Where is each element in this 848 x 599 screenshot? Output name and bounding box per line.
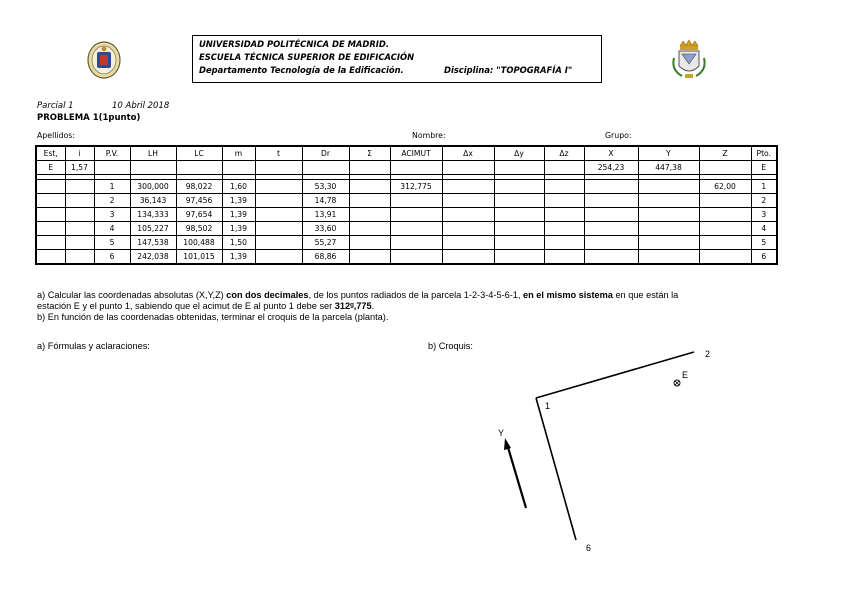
table-cell	[584, 236, 638, 250]
table-cell	[65, 222, 94, 236]
table-cell: 312,775	[390, 180, 442, 194]
table-cell	[699, 250, 751, 265]
table-cell	[494, 194, 544, 208]
apellidos-label: Apellidos:	[37, 131, 75, 140]
croquis-heading: b) Croquis:	[428, 341, 473, 351]
table-cell: 147,538	[130, 236, 176, 250]
statement-bold: con dos decimales	[226, 290, 309, 300]
statement-text: .	[371, 301, 375, 311]
table-cell: 97,654	[176, 208, 222, 222]
table-cell	[36, 250, 65, 265]
table-cell	[584, 194, 638, 208]
col-header: LH	[130, 146, 176, 161]
table-cell	[544, 222, 584, 236]
table-cell	[255, 180, 302, 194]
statement-bold: en el mismo sistema	[523, 290, 613, 300]
sketch-line-1-2	[536, 352, 694, 398]
col-header: Dr	[302, 146, 349, 161]
discipline-name: Disciplina: "TOPOGRAFÍA I"	[444, 65, 573, 75]
department-name: Departamento Tecnología de la Edificación.	[199, 65, 404, 75]
table-cell	[584, 222, 638, 236]
table-cell: 100,488	[176, 236, 222, 250]
table-cell: 134,333	[130, 208, 176, 222]
table-cell	[36, 194, 65, 208]
col-header: Δx	[442, 146, 494, 161]
table-cell: 1,39	[222, 250, 255, 265]
table-cell: 5	[94, 236, 130, 250]
table-cell: 1,60	[222, 180, 255, 194]
table-cell	[390, 250, 442, 265]
table-cell	[544, 236, 584, 250]
table-cell	[349, 208, 390, 222]
table-cell	[36, 222, 65, 236]
north-arrow	[507, 444, 526, 508]
table-cell: 1	[94, 180, 130, 194]
table-cell	[544, 194, 584, 208]
table-cell	[699, 161, 751, 175]
table-cell: E	[36, 161, 65, 175]
table-cell	[130, 161, 176, 175]
table-cell: 6	[94, 250, 130, 265]
point-2-label: 2	[705, 349, 711, 359]
statement-b-line: b) En función de las coordenadas obtenidas, terminar el croquis de la parcela (planta).	[37, 312, 389, 322]
table-cell: 68,86	[302, 250, 349, 265]
table-cell	[349, 194, 390, 208]
table-cell	[699, 194, 751, 208]
table-cell	[255, 208, 302, 222]
col-header: Pto.	[751, 146, 777, 161]
table-cell	[584, 250, 638, 265]
table-cell: 447,38	[638, 161, 699, 175]
table-cell	[544, 208, 584, 222]
table-cell	[390, 161, 442, 175]
table-cell	[255, 194, 302, 208]
table-cell: 4	[94, 222, 130, 236]
table-cell: 300,000	[130, 180, 176, 194]
table-cell: 1,57	[65, 161, 94, 175]
statement-text: estación E y el punto 1, sabiendo que el acimut de E al punto 1 debe ser	[37, 301, 335, 311]
survey-table	[35, 145, 778, 265]
table-cell	[638, 194, 699, 208]
table-cell	[442, 180, 494, 194]
table-cell: 5	[751, 236, 777, 250]
table-cell	[699, 222, 751, 236]
table-cell	[65, 236, 94, 250]
table-cell: 33,60	[302, 222, 349, 236]
col-header: Y	[638, 146, 699, 161]
table-cell	[65, 208, 94, 222]
grupo-label: Grupo:	[605, 131, 632, 140]
table-cell	[638, 208, 699, 222]
table-row	[36, 236, 777, 250]
col-header: Z	[699, 146, 751, 161]
table-cell	[390, 222, 442, 236]
table-cell	[638, 222, 699, 236]
table-cell	[494, 250, 544, 265]
table-cell: 2	[751, 194, 777, 208]
table-cell	[442, 250, 494, 265]
table-cell: 1,39	[222, 222, 255, 236]
table-cell	[255, 161, 302, 175]
table-cell	[494, 222, 544, 236]
table-cell	[222, 161, 255, 175]
col-header: Δz	[544, 146, 584, 161]
table-cell	[442, 236, 494, 250]
statement-text: a) Calcular las coordenadas absolutas (X,Y,Z)	[37, 290, 227, 300]
table-cell: 98,022	[176, 180, 222, 194]
table-cell	[255, 222, 302, 236]
table-header-row	[36, 146, 777, 161]
statement-text: , de los puntos radiados de la parcela 1-2-3-4-5-6-1,	[308, 290, 524, 300]
point-e-label: E	[682, 370, 689, 380]
table-cell: 13,91	[302, 208, 349, 222]
table-cell	[94, 161, 130, 175]
table-cell	[349, 180, 390, 194]
table-cell	[390, 236, 442, 250]
table-cell	[349, 250, 390, 265]
table-cell: 1,39	[222, 194, 255, 208]
table-body	[36, 161, 777, 265]
table-row	[36, 161, 777, 175]
table-cell	[699, 208, 751, 222]
table-cell	[584, 180, 638, 194]
table-cell	[544, 250, 584, 265]
table-cell: 1,50	[222, 236, 255, 250]
table-cell	[638, 236, 699, 250]
statement-a-line2	[37, 301, 827, 312]
table-row	[36, 208, 777, 222]
table-cell: 6	[751, 250, 777, 265]
col-header: t	[255, 146, 302, 161]
table-cell	[255, 236, 302, 250]
table-cell	[176, 161, 222, 175]
exam-date: 10 Abril 2018	[112, 101, 170, 111]
table-cell: 62,00	[699, 180, 751, 194]
col-header: m	[222, 146, 255, 161]
table-row	[36, 180, 777, 194]
table-cell	[65, 180, 94, 194]
table-cell: 101,015	[176, 250, 222, 265]
point-6-label: 6	[586, 543, 592, 553]
table-cell	[255, 250, 302, 265]
table-cell	[699, 236, 751, 250]
table-cell	[302, 161, 349, 175]
statement-text: en que están la	[612, 290, 679, 300]
col-header: i	[65, 146, 94, 161]
col-header: P.V.	[94, 146, 130, 161]
table-cell: 98,502	[176, 222, 222, 236]
upm-logo	[85, 40, 123, 80]
point-1-label: 1	[545, 401, 551, 411]
table-cell: 2	[94, 194, 130, 208]
col-header: Δy	[494, 146, 544, 161]
table-cell: 14,78	[302, 194, 349, 208]
table-cell: 3	[751, 208, 777, 222]
north-arrowhead-icon	[504, 438, 511, 450]
table-cell: 254,23	[584, 161, 638, 175]
col-header: ACIMUT	[390, 146, 442, 161]
table-cell	[65, 250, 94, 265]
table-cell	[494, 236, 544, 250]
table-cell	[584, 208, 638, 222]
nombre-label: Nombre:	[412, 131, 446, 140]
table-cell	[390, 208, 442, 222]
table-cell: E	[751, 161, 777, 175]
university-name: UNIVERSIDAD POLITÉCNICA DE MADRID.	[199, 39, 390, 49]
table-cell	[494, 161, 544, 175]
table-cell: 105,227	[130, 222, 176, 236]
table-cell	[36, 236, 65, 250]
school-crest-logo	[668, 38, 710, 84]
table-cell	[544, 180, 584, 194]
table-cell	[349, 236, 390, 250]
table-cell: 55,27	[302, 236, 349, 250]
statement-a-line1	[37, 290, 827, 301]
axis-y-label: Y	[498, 428, 505, 438]
table-cell: 4	[751, 222, 777, 236]
table-cell	[349, 161, 390, 175]
table-cell	[494, 180, 544, 194]
col-header: Σ	[349, 146, 390, 161]
col-header: X	[584, 146, 638, 161]
statement-bold: 312ᵍ,775	[334, 301, 372, 311]
table-cell	[36, 180, 65, 194]
statement	[37, 290, 827, 323]
table-row	[36, 194, 777, 208]
table-cell	[36, 208, 65, 222]
table-cell	[638, 180, 699, 194]
table-cell	[349, 222, 390, 236]
parcial-label: Parcial 1	[37, 101, 74, 111]
table-cell	[442, 208, 494, 222]
col-header: LC	[176, 146, 222, 161]
table-row	[36, 250, 777, 265]
table-cell: 1,39	[222, 208, 255, 222]
table-cell	[65, 194, 94, 208]
table-cell	[494, 208, 544, 222]
institution-header	[192, 35, 602, 83]
table-cell: 36,143	[130, 194, 176, 208]
table-cell: 53,30	[302, 180, 349, 194]
table-cell: 97,456	[176, 194, 222, 208]
table-cell: 242,038	[130, 250, 176, 265]
table-cell	[544, 161, 584, 175]
parcel-sketch	[480, 340, 740, 570]
table-cell: 3	[94, 208, 130, 222]
table-cell	[442, 222, 494, 236]
sketch-line-1-6	[536, 398, 576, 540]
department-row	[199, 64, 595, 77]
table-cell	[390, 194, 442, 208]
table-cell	[638, 250, 699, 265]
formulas-heading: a) Fórmulas y aclaraciones:	[37, 341, 150, 351]
table-cell	[442, 161, 494, 175]
problem-title: PROBLEMA 1(1punto)	[37, 113, 141, 123]
table-cell: 1	[751, 180, 777, 194]
table-row	[36, 222, 777, 236]
col-header: Est,	[36, 146, 65, 161]
table-cell	[442, 194, 494, 208]
school-name: ESCUELA TÉCNICA SUPERIOR DE EDIFICACIÓN	[199, 52, 415, 62]
